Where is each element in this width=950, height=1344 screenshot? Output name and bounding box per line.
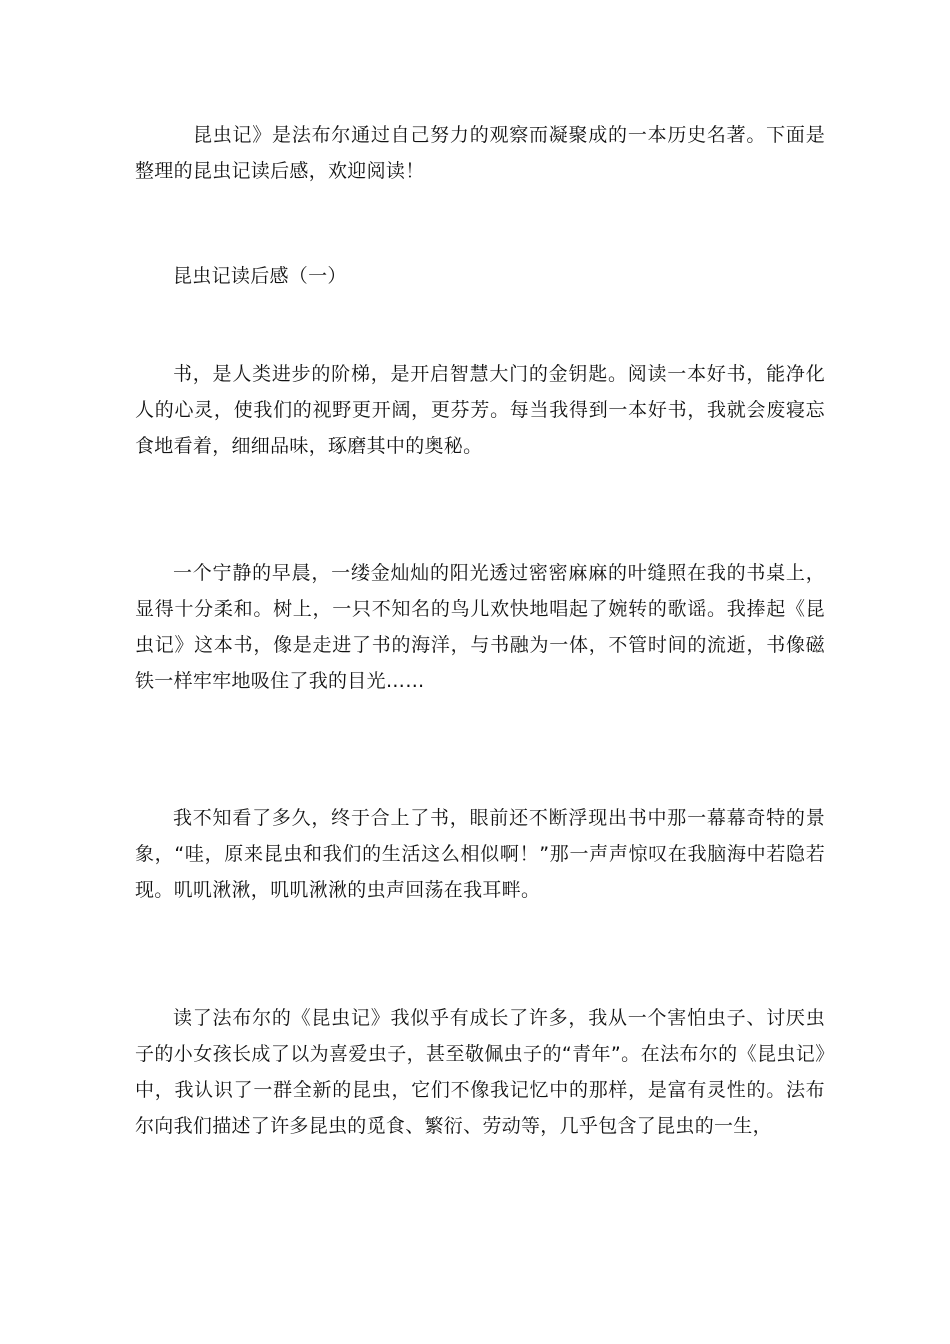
intro-paragraph: 昆虫记》是法布尔通过自己努力的观察而凝聚成的一本历史名著。下面是整理的昆虫记读后感，欢迎阅读！ bbox=[135, 124, 825, 182]
body-paragraph-2: 一个宁静的早晨，一缕金灿灿的阳光透过密密麻麻的叶缝照在我的书桌上，显得十分柔和。树上，一只不知名的鸟儿欢快地唱起了婉转的歌谣。我捧起《昆虫记》这本书，像是走进了书的海洋，与书融为一体，不管时间的流逝，书像磁铁一样牢牢地吸住了我的目光…… bbox=[135, 562, 825, 692]
body-paragraph-4: 读了法布尔的《昆虫记》我似乎有成长了许多，我从一个害怕虫子、讨厌虫子的小女孩长成了以为喜爱虫子，甚至敬佩虫子的“青年”。在法布尔的《昆虫记》中，我认识了一群全新的昆虫，它们不像我记忆中的那样，是富有灵性的。法布尔向我们描述了许多昆虫的觅食、繁衍、劳动等，几乎包含了昆虫的一生， bbox=[135, 1007, 825, 1137]
section-heading: 昆虫记读后感（一） bbox=[173, 265, 347, 287]
body-paragraph-1: 书，是人类进步的阶梯，是开启智慧大门的金钥匙。阅读一本好书，能净化人的心灵，使我们的视野更开阔，更芬芳。每当我得到一本好书，我就会废寝忘食地看着，细细品味，琢磨其中的奥秘。 bbox=[135, 363, 825, 457]
body-paragraph-3: 我不知看了多久，终于合上了书，眼前还不断浮现出书中那一幕幕奇特的景象，“哇，原来昆虫和我们的生活这么相似啊！”那一声声惊叹在我脑海中若隐若现。叽叽湫湫，叽叽湫湫的虫声回荡在我耳畔。 bbox=[135, 807, 825, 901]
